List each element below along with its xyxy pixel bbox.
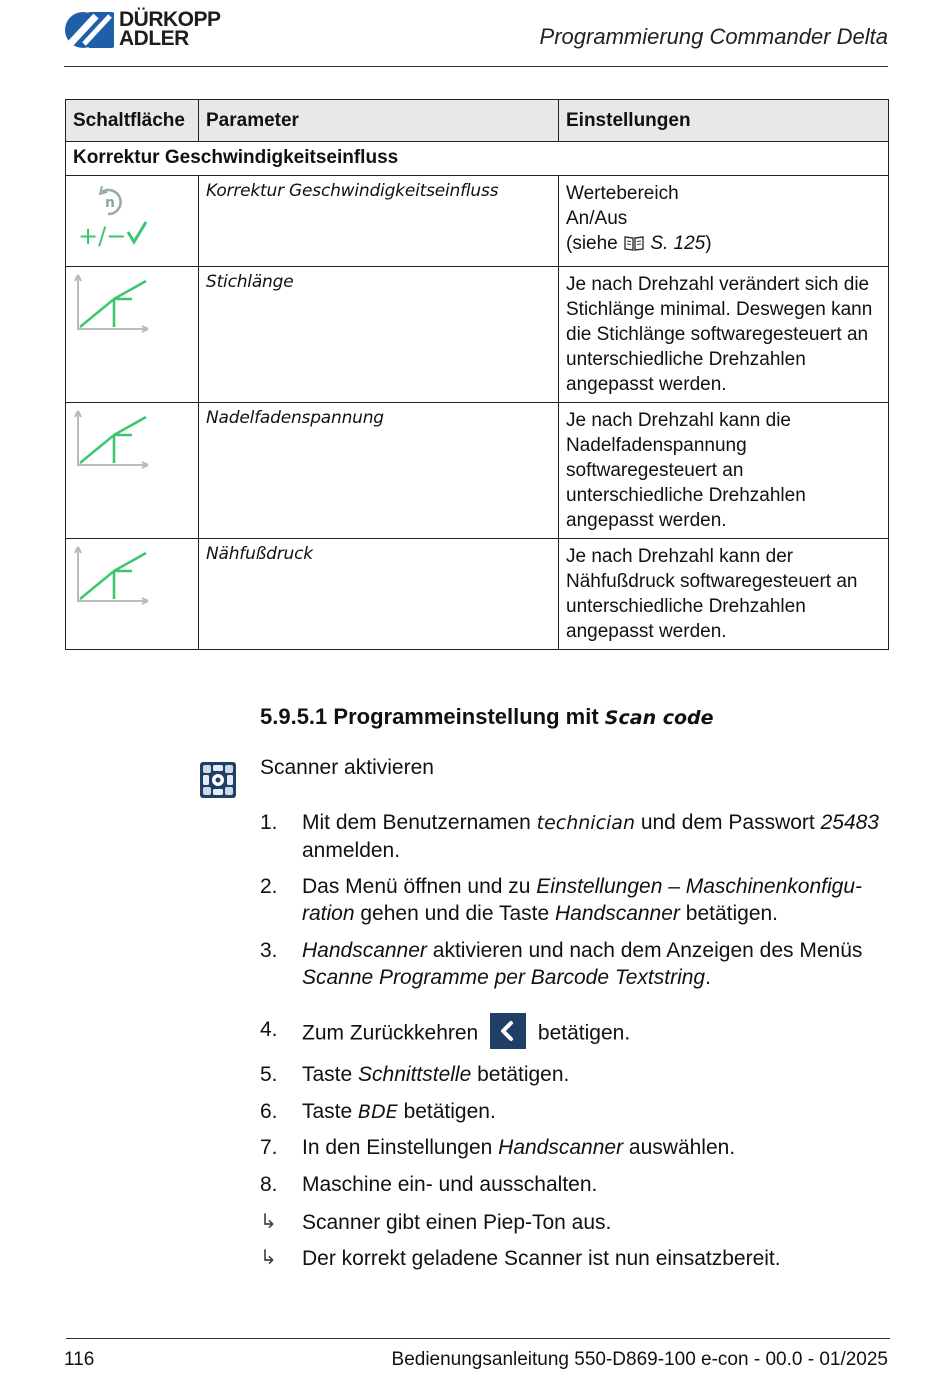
settings-line: angepasst werden. [566,510,727,531]
speed-curve-icon [70,543,150,607]
step-text-part: aktivieren und nach dem Anzeigen des Menüs [432,939,863,962]
book-icon [623,235,645,251]
section-heading-italic: Scan code [604,707,714,729]
step-text-part: anmelden. [302,839,401,862]
settings-line: Stichlänge minimal. Deswegen kann [566,299,873,320]
step-text [302,1098,892,1126]
step-text [302,873,892,927]
button-name: BDE [358,1101,398,1123]
settings-line: unterschiedliche Drehzahlen [566,596,806,617]
step-number: 6. [260,1100,278,1123]
section-title: Korrektur Geschwindigkeitseinfluss [66,142,889,176]
header-title: Programmierung Commander Delta [539,24,888,49]
parameter-cell: Korrektur Geschwindigkeitseinfluss [199,176,559,267]
settings-line: die Stichlänge softwaregesteuert an [566,324,869,345]
step-text-part: Taste [302,1100,353,1123]
settings-line: Je nach Drehzahl kann die [566,410,791,431]
menu-path: Einstellungen – Maschinenkonfigu- [536,875,862,898]
settings-line: angepasst werden. [566,374,727,395]
parameter-table [65,99,889,650]
step-text [302,937,892,991]
table-row [66,176,889,267]
password-value: 25483 [820,811,879,834]
step-text-part: betätigen. [685,902,779,925]
step-text-part: . [705,966,711,989]
column-header: Schaltfläche [66,100,199,142]
table-row [66,267,889,403]
step-text [302,809,892,864]
page-number: 116 [64,1349,95,1370]
logo-mark-icon [64,10,116,50]
header-divider [64,66,888,67]
reference-page[interactable]: S. 125 [650,233,706,254]
step-number: 7. [260,1136,278,1159]
button-name: Handscanner [302,939,427,962]
settings-line: unterschiedliche Drehzahlen [566,485,806,506]
step-text-part: Zum Zurückkehren [302,1021,479,1045]
step-text: Maschine ein- und ausschalten. [302,1173,598,1196]
speed-correction-toggle-icon [70,180,150,250]
step-text-part: auswählen. [628,1136,736,1159]
menu-path: ration [302,902,355,925]
column-header: Einstellungen [559,100,889,142]
step-text-part: gehen und die Taste [360,902,550,925]
footer-document-id: Bedienungsanleitung 550-D869-100 e-con - 00.0 - 01/2025 [391,1349,888,1370]
step-text-part: betätigen. [477,1063,570,1086]
result-arrow-icon: ↳ [260,1211,277,1233]
parameter-cell: Nähfußdruck [199,539,559,650]
button-cell [66,176,199,267]
step-number: 4. [260,1018,278,1041]
table-row [66,403,889,539]
step-number: 1. [260,811,278,834]
button-name: Handscanner [555,902,680,925]
step-number: 2. [260,875,278,898]
settings-cell [559,539,889,650]
settings-line: Je nach Drehzahl verändert sich die [566,274,870,295]
step-text [302,1016,892,1052]
step-text-part: und dem Passwort [640,811,815,834]
result-text: Scanner gibt einen Piep-Ton aus. [302,1211,612,1234]
settings-reference [566,231,881,256]
button-name: Handscanner [498,1136,624,1159]
step-text-part: betätigen. [537,1021,631,1045]
table-header-row [66,100,889,142]
button-cell [66,403,199,539]
step-number: 3. [260,939,278,962]
svg-text:+/−: +/− [78,222,127,250]
back-button[interactable] [490,1013,526,1049]
username-value: technician [536,812,635,834]
settings-line: unterschiedliche Drehzahlen [566,349,806,370]
reference-prefix: (siehe [566,233,618,254]
section-heading [260,704,714,730]
button-name: Schnittstelle [358,1063,472,1086]
speed-curve-icon [70,407,150,471]
settings-cell [559,403,889,539]
settings-cell [559,176,889,267]
settings-line: Je nach Drehzahl kann der [566,546,794,567]
menu-name: Scanne Programme per Barcode Textstring [302,966,706,989]
parameter-cell: Stichlänge [199,267,559,403]
button-cell [66,539,199,650]
step-text-part: Mit dem Benutzernamen [302,811,531,834]
step-text-part: betätigen. [403,1100,496,1123]
logo-text-line2: ADLER [119,27,189,50]
scanner-settings-icon [200,762,236,798]
svg-text:n: n [105,195,115,211]
result-text: Der korrekt geladene Scanner ist nun einsatzbereit. [302,1247,781,1270]
step-text [302,1134,892,1161]
step-text-part: Das Menü öffnen und zu [302,875,531,898]
table-section-row [66,142,889,176]
step-text-part: Taste [302,1063,353,1086]
section-heading-text: 5.9.5.1 Programmeinstellung mit [260,704,599,729]
settings-line: angepasst werden. [566,621,727,642]
step-text [302,1061,892,1088]
settings-line: Nadelfadenspannung [566,435,747,456]
footer-divider [66,1338,890,1339]
settings-line: Nähfußdruck softwaregesteuert an [566,571,858,592]
logo-text-line1: DÜRKOPP [119,8,221,31]
step-number: 8. [260,1173,278,1196]
company-logo [64,8,234,52]
settings-cell [559,267,889,403]
result-arrow-icon: ↳ [260,1247,277,1269]
settings-line: Wertebereich [566,183,679,204]
action-label: Scanner aktivieren [260,756,434,779]
settings-line: An/Aus [566,208,628,229]
speed-curve-icon [70,271,150,335]
column-header: Parameter [199,100,559,142]
parameter-cell: Nadelfadenspannung [199,403,559,539]
step-text-part: In den Einstellungen [302,1136,493,1159]
step-number: 5. [260,1063,278,1086]
chevron-left-icon [490,1013,526,1049]
table-row [66,539,889,650]
settings-line: softwaregesteuert an [566,460,744,481]
reference-suffix: ) [705,233,712,254]
button-cell [66,267,199,403]
